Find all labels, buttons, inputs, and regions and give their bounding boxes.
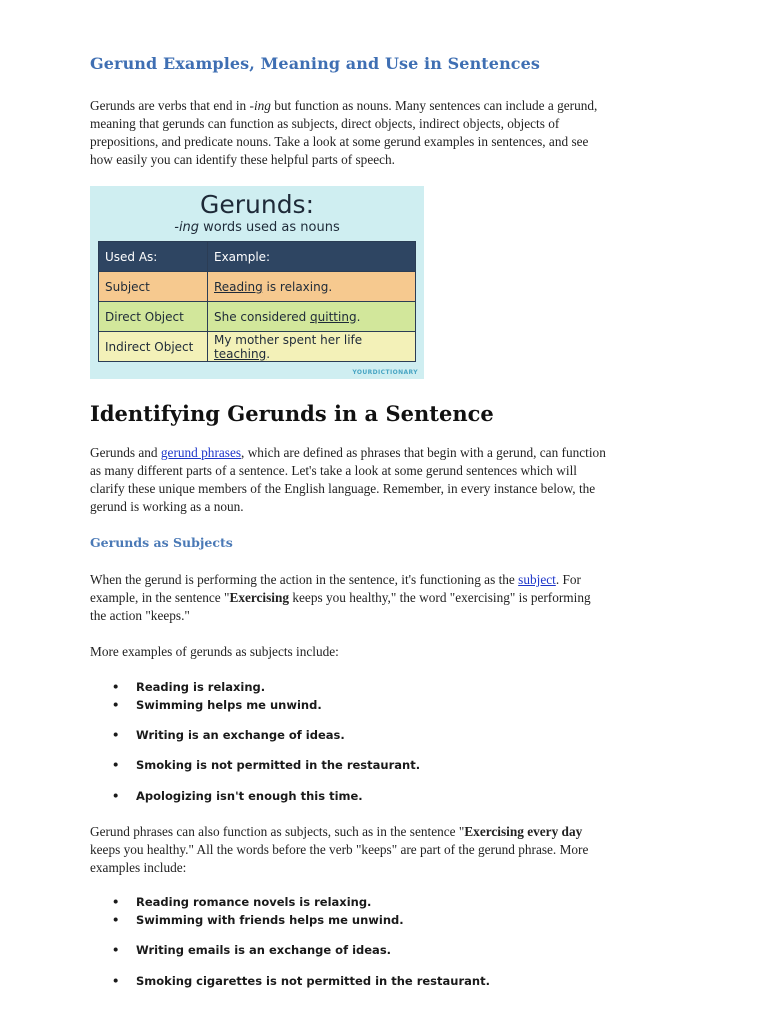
table-header-cell: Used As: (99, 242, 208, 272)
examples-intro-paragraph: More examples of gerunds as subjects include: (90, 644, 339, 659)
table-cell-use: Indirect Object (99, 332, 208, 362)
page-title: Gerund Examples, Meaning and Use in Sentences (90, 54, 541, 73)
table-row (99, 272, 416, 302)
gerund-phrases-paragraph: Gerunds and gerund phrases, which are defined as phrases that begin with a gerund, can function as many different parts of a sentence. Let's take a look at some gerund sentences which will clarify these unique members of the English language. Remember, in every instance below, the gerund is working as a noun. (90, 445, 606, 514)
table-header-cell: Example: (208, 242, 416, 272)
gerund-phrases-subjects-paragraph: Gerund phrases can also function as subjects, such as in the sentence "Exercising every day keeps you healthy." All the words before the verb "keeps" are part of the gerund phrase. More examples include: (90, 824, 589, 875)
infographic-subheading: -ing words used as nouns (174, 220, 340, 235)
table-cell-use: Direct Object (99, 302, 208, 332)
gerunds-infographic (90, 186, 424, 379)
table-cell-example: She considered quitting. (208, 302, 416, 332)
subject-link[interactable]: subject (518, 572, 556, 587)
table-row (99, 302, 416, 332)
table-cell-example: My mother spent her life teaching. (208, 332, 416, 362)
table-cell-use: Subject (99, 272, 208, 302)
section-heading: Identifying Gerunds in a Sentence (90, 401, 494, 426)
subjects-paragraph: When the gerund is performing the action in the sentence, it's functioning as the subject. For example, in the sentence "Exercising keeps you healthy," the word "exercising" is performing the action "keeps." (90, 572, 591, 623)
table-cell-example: Reading is relaxing. (208, 272, 416, 302)
infographic-heading: Gerunds: (199, 190, 315, 219)
yourdictionary-logo: YOURDICTIONARY (352, 369, 418, 376)
table-row (99, 332, 416, 362)
infographic-table (98, 241, 416, 362)
gerund-phrases-link[interactable]: gerund phrases (160, 445, 242, 460)
table-header-row (99, 242, 416, 272)
intro-paragraph: Gerunds are verbs that end in -ing but function as nouns. Many sentences can include a gerund, meaning that gerunds can function as subjects, direct objects, indirect objects, objects of prepositions, and predicate nouns. Take a look at some gerund examples in sentences, and see how easily you can identify these helpful parts of speech. (90, 98, 598, 167)
subjects-subheading: Gerunds as Subjects (90, 535, 233, 550)
